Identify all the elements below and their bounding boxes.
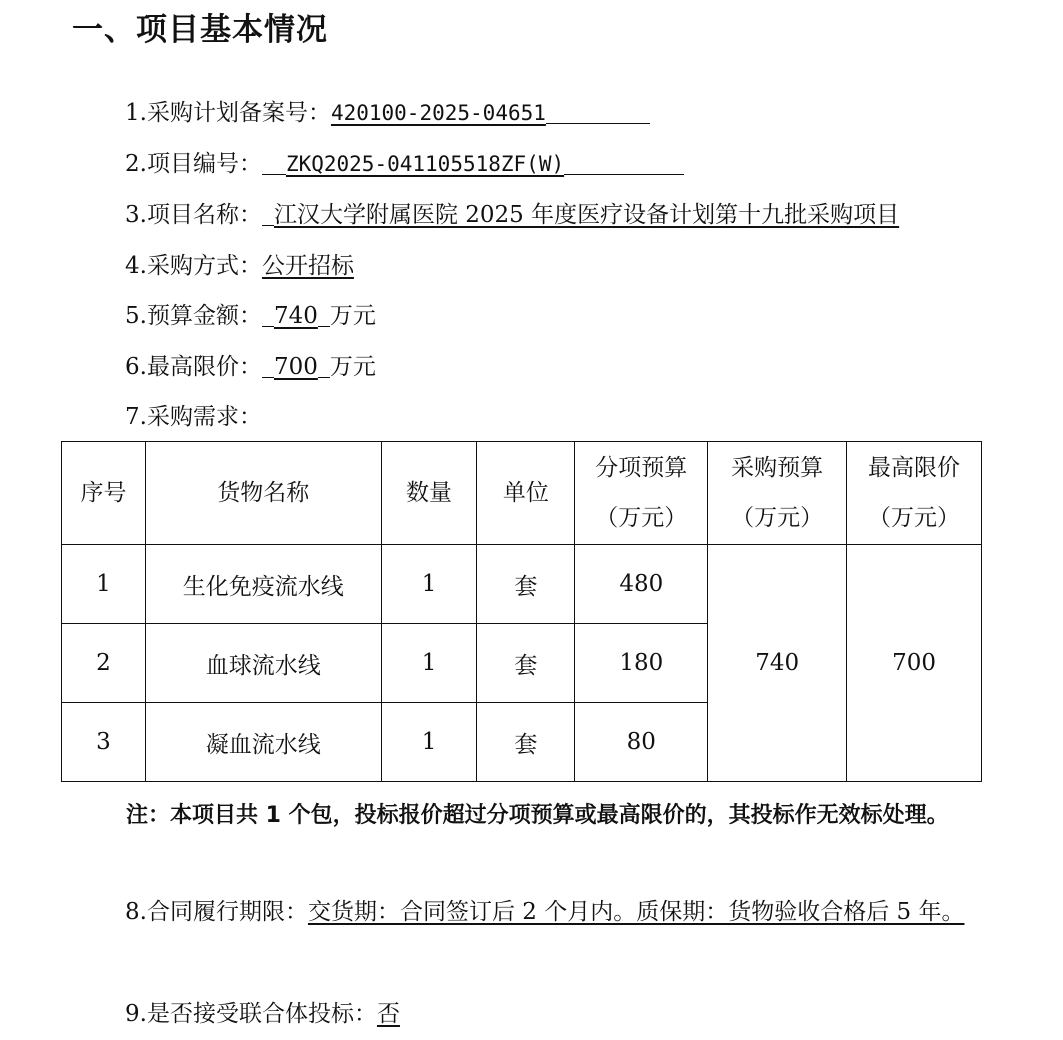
project-no-value: ZKQ2025-041105518ZF(W) — [285, 152, 565, 176]
project-no-line — [125, 147, 684, 181]
max-price-underline-pad-right — [318, 351, 330, 378]
consortium-value: 否 — [376, 1001, 400, 1027]
plan-no-underline-pad — [546, 97, 650, 124]
cell-unit: 套 — [477, 624, 575, 703]
cell-qty: 1 — [381, 545, 477, 624]
method-value: 公开招标 — [261, 253, 354, 279]
cell-qty: 1 — [381, 703, 477, 782]
plan-no-label: 1.采购计划备案号： — [125, 100, 331, 126]
header-proc-budget-unit: （万元） — [731, 505, 824, 531]
budget-line — [125, 299, 376, 333]
contract-period-paragraph — [74, 886, 974, 938]
header-proc-budget-title: 采购预算 — [731, 455, 824, 481]
budget-underline-pad-left — [262, 300, 274, 327]
table-header-row — [62, 442, 982, 545]
max-price-label: 6.最高限价： — [125, 354, 262, 380]
header-qty: 数量 — [381, 442, 477, 545]
consortium-paragraph — [74, 988, 974, 1040]
package-note: 注：本项目共 1 个包，投标报价超过分项预算或最高限价的，其投标作无效标处理。 — [126, 803, 949, 828]
header-max-price — [847, 442, 982, 545]
project-no-label: 2.项目编号： — [125, 151, 262, 177]
project-name-value: 江汉大学附属医院 2025 年度医疗设备计划第十九批采购项目 — [273, 202, 900, 228]
budget-label: 5.预算金额： — [125, 303, 262, 329]
demand-line — [125, 400, 262, 434]
method-line — [125, 249, 354, 283]
consortium-label: 9.是否接受联合体投标： — [125, 1001, 377, 1027]
method-label: 4.采购方式： — [125, 253, 262, 279]
cell-name: 凝血流水线 — [145, 703, 381, 782]
header-max-price-title: 最高限价 — [868, 455, 961, 481]
contract-period-value: 交货期：合同签订后 2 个月内。质保期：货物验收合格后 5 年。 — [307, 899, 965, 925]
header-sub-budget-title: 分项预算 — [595, 455, 688, 481]
header-no: 序号 — [62, 442, 146, 545]
cell-sub-budget: 180 — [575, 624, 708, 703]
contract-period-label: 8.合同履行期限： — [125, 899, 308, 925]
cell-max-price-total: 700 — [847, 545, 982, 782]
budget-unit: 万元 — [329, 303, 376, 329]
project-name-label: 3.项目名称： — [125, 202, 262, 228]
header-unit: 单位 — [477, 442, 575, 545]
budget-value: 740 — [273, 303, 318, 329]
cell-no: 1 — [62, 545, 146, 624]
max-price-line — [125, 350, 376, 384]
header-max-price-unit: （万元） — [868, 505, 961, 531]
cell-sub-budget: 480 — [575, 545, 708, 624]
budget-underline-pad-right — [318, 300, 330, 327]
cell-no: 3 — [62, 703, 146, 782]
plan-no-line — [125, 96, 650, 130]
cell-sub-budget: 80 — [575, 703, 708, 782]
cell-name: 生化免疫流水线 — [145, 545, 381, 624]
project-name-underline-pad — [262, 199, 274, 226]
header-proc-budget — [708, 442, 847, 545]
procurement-table — [61, 441, 982, 782]
cell-proc-budget-total: 740 — [708, 545, 847, 782]
header-name: 货物名称 — [145, 442, 381, 545]
cell-name: 血球流水线 — [145, 624, 381, 703]
cell-unit: 套 — [477, 703, 575, 782]
cell-qty: 1 — [381, 624, 477, 703]
max-price-underline-pad-left — [262, 351, 274, 378]
demand-label: 7.采购需求： — [125, 404, 262, 430]
header-sub-budget — [575, 442, 708, 545]
cell-no: 2 — [62, 624, 146, 703]
section-heading: 一、项目基本情况 — [72, 12, 328, 48]
project-name-line — [125, 198, 899, 232]
project-no-underline-pad-left — [262, 148, 286, 175]
header-sub-budget-unit: （万元） — [595, 505, 688, 531]
project-no-underline-pad-right — [564, 148, 684, 175]
max-price-unit: 万元 — [329, 354, 376, 380]
plan-no-value: 420100-2025-04651 — [330, 101, 546, 125]
cell-unit: 套 — [477, 545, 575, 624]
max-price-value: 700 — [273, 354, 318, 380]
table-row — [62, 545, 982, 624]
